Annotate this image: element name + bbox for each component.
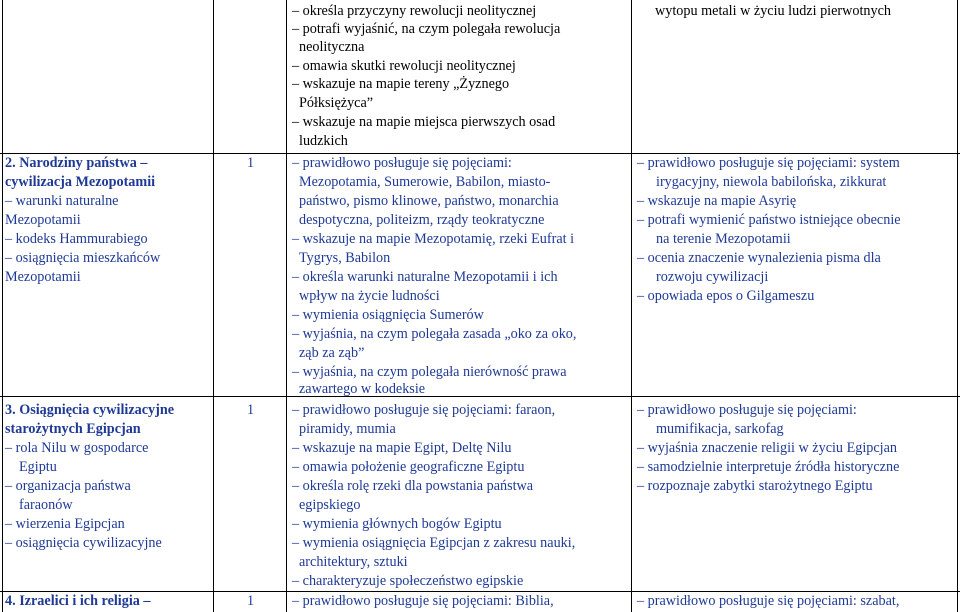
list-item: – wymienia głównych bogów Egiptu <box>292 516 502 532</box>
list-item: – prawidłowo posługuje się pojęciami: faraon, <box>292 402 556 418</box>
list-item: mumifikacja, sarkofag <box>656 421 784 437</box>
list-item: – osiągnięcia cywilizacyjne <box>5 535 162 551</box>
list-item: – osiągnięcia mieszkańców <box>5 250 161 266</box>
table-border-right <box>957 0 958 612</box>
list-item: – określa przyczyny rewolucji neolitycznej <box>292 3 537 19</box>
topic-title: 4. Izraelici i ich religia – <box>5 593 151 609</box>
list-item: – wyjaśnia znaczenie religii w życiu Egipcjan <box>637 440 897 456</box>
list-item: – potrafi wyjaśnić, na czym polegała rewolucja <box>292 21 561 37</box>
column-divider-3 <box>631 0 632 612</box>
list-item: – wskazuje na mapie tereny „Żyznego <box>292 76 510 92</box>
list-item: egipskiego <box>299 497 361 513</box>
list-item: – samodzielnie interpretuje źródła historyczne <box>637 459 900 475</box>
list-item: – wskazuje na mapie Asyrię <box>637 193 797 209</box>
list-item: wytopu metali w życiu ludzi pierwotnych <box>655 3 892 19</box>
list-item: ząb za ząb” <box>299 345 365 361</box>
column-divider-2 <box>286 0 287 612</box>
list-item: architektury, sztuki <box>299 554 408 570</box>
list-item: piramidy, mumia <box>299 421 396 437</box>
hours-count: 1 <box>247 155 255 171</box>
list-item: – określa rolę rzeki dla powstania państwa <box>292 478 534 494</box>
hours-count: 1 <box>247 593 255 609</box>
list-item: Mezopotamii <box>5 212 81 228</box>
list-item: zawartego w kodeksie <box>299 381 426 397</box>
list-item: – omawia położenie geograficzne Egiptu <box>292 459 525 475</box>
topic-title: starożytnych Egipcjan <box>5 421 141 437</box>
list-item: irygacyjny, niewola babilońska, zikkurat <box>656 174 887 190</box>
table-border-left <box>2 0 3 612</box>
list-item: wpływ na życie ludności <box>299 288 440 304</box>
list-item: Półksiężyca” <box>299 95 374 111</box>
list-item: – warunki naturalne <box>5 193 119 209</box>
list-item: – wyjaśnia, na czym polegała zasada „oko za oko, <box>292 326 577 342</box>
list-item: – kodeks Hammurabiego <box>5 231 148 247</box>
list-item: – wymienia osiągnięcia Egipcjan z zakresu nauki, <box>292 535 576 551</box>
row-divider-2 <box>0 396 960 397</box>
list-item: państwo, pismo klinowe, państwo, monarchia <box>299 193 559 209</box>
list-item: – prawidłowo posługuje się pojęciami: system <box>637 155 900 171</box>
list-item: – wskazuje na mapie Egipt, Deltę Nilu <box>292 440 512 456</box>
list-item: – organizacja państwa <box>5 478 131 494</box>
list-item: – określa warunki naturalne Mezopotamii i ich <box>292 269 558 285</box>
list-item: Tygrys, Babilon <box>299 250 391 266</box>
list-item: na terenie Mezopotamii <box>656 231 791 247</box>
list-item: Mezopotamia, Sumerowie, Babilon, miasto- <box>299 174 551 190</box>
topic-title: cywilizacja Mezopotamii <box>5 174 156 190</box>
list-item: faraonów <box>19 497 73 513</box>
list-item: neolityczna <box>299 39 365 55</box>
list-item: – rozpoznaje zabytki starożytnego Egiptu <box>637 478 873 494</box>
list-item: – prawidłowo posługuje się pojęciami: Biblia, <box>292 593 554 609</box>
topic-title: 2. Narodziny państwa – <box>5 155 148 171</box>
list-item: – charakteryzuje społeczeństwo egipskie <box>292 573 524 589</box>
list-item: – prawidłowo posługuje się pojęciami: <box>637 402 857 418</box>
list-item: – prawidłowo posługuje się pojęciami: <box>292 155 512 171</box>
list-item: – potrafi wymienić państwo istniejące obecnie <box>637 212 901 228</box>
list-item: – wyjaśnia, na czym polegała nierówność prawa <box>292 364 567 380</box>
list-item: – ocenia znaczenie wynalezienia pisma dla <box>637 250 881 266</box>
list-item: Egiptu <box>19 459 57 475</box>
hours-count: 1 <box>247 402 255 418</box>
column-divider-1 <box>213 0 214 612</box>
list-item: – wymienia osiągnięcia Sumerów <box>292 307 484 323</box>
list-item: – wskazuje na mapie miejsca pierwszych osad <box>292 114 556 130</box>
list-item: – wskazuje na mapie Mezopotamię, rzeki Eufrat i <box>292 231 575 247</box>
list-item: ludzkich <box>299 133 348 149</box>
topic-title: 3. Osiągnięcia cywilizacyjne <box>5 402 175 418</box>
list-item: – rola Nilu w gospodarce <box>5 440 149 456</box>
list-item: rozwoju cywilizacji <box>656 269 769 285</box>
list-item: – wierzenia Egipcjan <box>5 516 125 532</box>
list-item: – prawidłowo posługuje się pojęciami: szabat, <box>637 593 900 609</box>
list-item: despotyczna, politeizm, rządy teokratyczne <box>299 212 545 228</box>
list-item: – opowiada epos o Gilgameszu <box>637 288 815 304</box>
list-item: Mezopotamii <box>5 269 81 285</box>
list-item: – omawia skutki rewolucji neolitycznej <box>292 58 516 74</box>
